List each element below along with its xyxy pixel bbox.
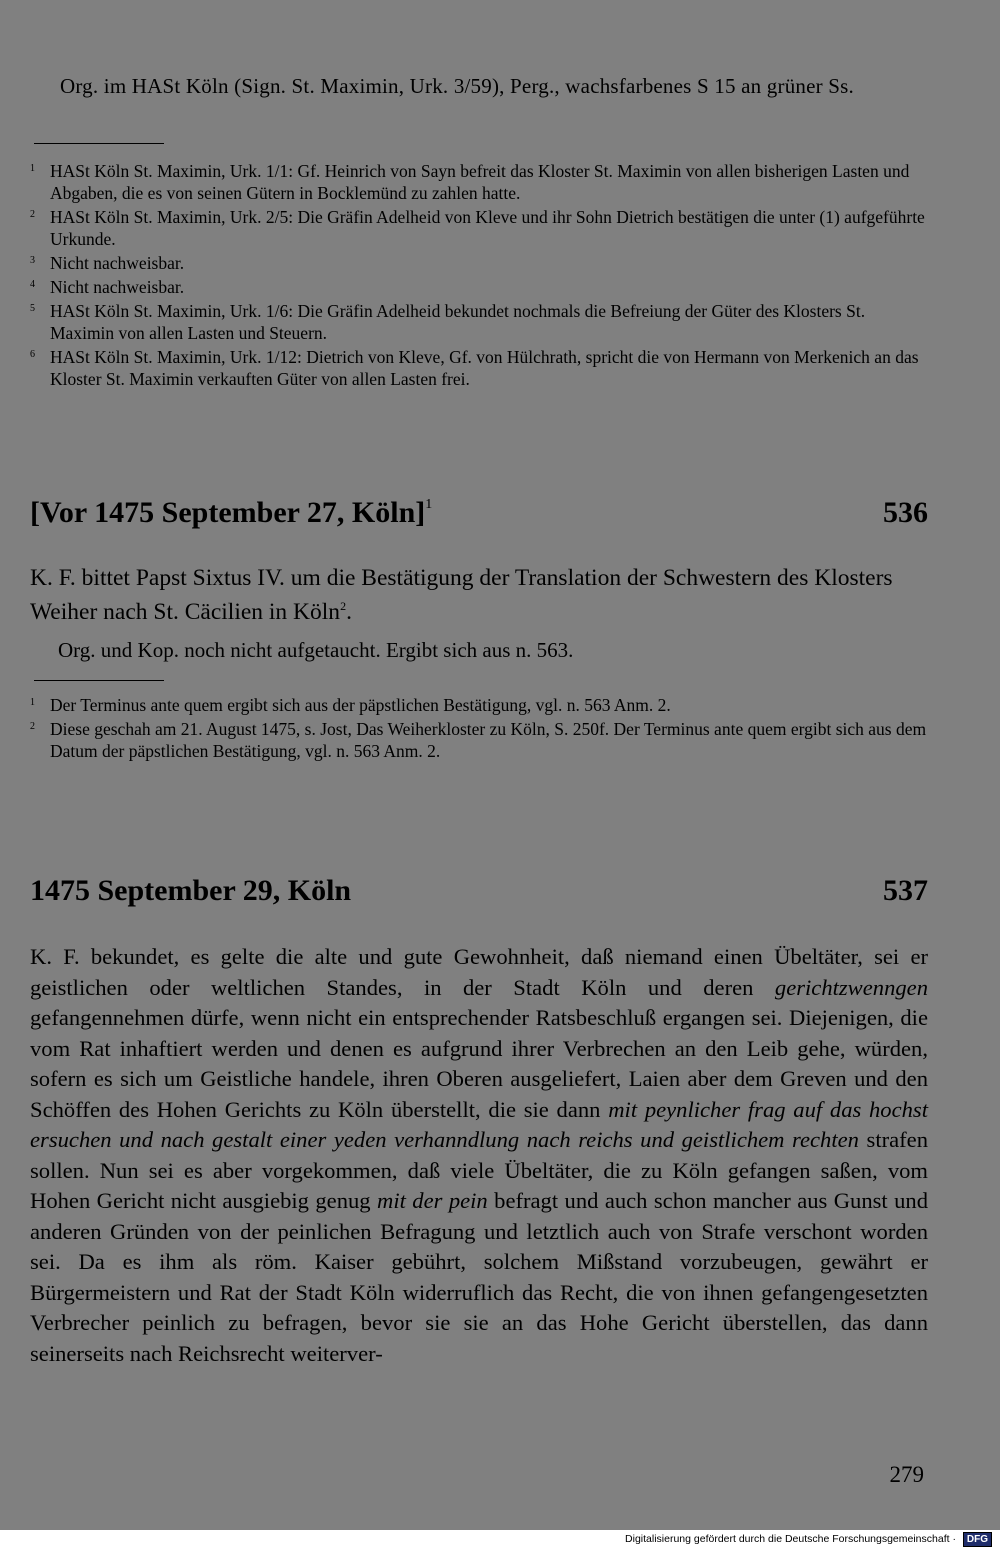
doc-537-date-place: 1475 September 29, Köln xyxy=(30,874,352,907)
digitization-footer: Digitalisierung gefördert durch die Deutsche Forschungsgemeinschaft · DFG xyxy=(0,1530,1000,1548)
doc-537-number: 537 xyxy=(883,874,928,907)
footnote: $^3$ Nicht nachweisbar. xyxy=(30,253,185,273)
footnote: $^1$ HASt Köln St. Maximin, Urk. 1/1: Gf. Heinrich von Sayn befreit das Kloster St. Maximin von allen bisherigen Lasten und Abgaben, die es von seinen Gütern in Bocklemünd zu zahlen hatte. xyxy=(30,161,910,203)
footnote: $^1$ Der Terminus ante quem ergibt sich aus der päpstlichen Bestätigung, vgl. n. 563 Anm. 2. xyxy=(30,695,671,715)
footnotes-top xyxy=(30,158,928,390)
doc-537-heading xyxy=(30,874,928,914)
doc-536-source: Org. und Kop. noch nicht aufgetaucht. Ergibt sich aus n. 563. xyxy=(58,638,574,662)
doc-536-heading xyxy=(30,496,928,536)
footnote: $^4$ Nicht nachweisbar. xyxy=(30,277,185,297)
page-number: 279 xyxy=(889,1462,924,1487)
doc-536-date-place: [Vor 1475 September 27, Köln]$^1$ xyxy=(30,496,433,529)
doc-536-summary: K. F. bittet Papst Sixtus IV. um die Bestätigung der Translation der Schwestern des Klosters Weiher nach St. Cäcilien in Köln$^2$. xyxy=(30,565,893,625)
dfg-logo: DFG xyxy=(963,1532,992,1547)
footnote: $^2$ Diese geschah am 21. August 1475, s. Jost, Das Weiherkloster zu Köln, S. 250f. Der Terminus ante quem ergibt sich aus dem Datum der päpstlichen Bestätigung, vgl. n. 563 Anm. 2. xyxy=(30,719,927,761)
doc-537-summary: K. F. bekundet, es gelte die alte und gute Gewohnheit, daß niemand einen Übeltäter, sei er geistlichen oder weltlichen Standes, in der Stadt Köln und deren gerichtzwenngen gefangennehmen dürfe, wenn nicht ein entsprechender Ratsbeschluß ergangen sei. Diejenigen, die vom Rat inhaftiert werden und denen es aufgrund ihrer Verbrechen an den Leib gehe, würden, sofern es sich um Geistliche handele, ihren Oberen ausgeliefert, Laien aber dem Greven und den Schöffen des Hohen Gerichts zu Köln überstellt, die sie dann mit peynlicher frag auf das hochst ersuchen und nach gestalt einer yeden verhanndlung nach reichs und geistlichem rechten strafen sollen. Nun sei es aber vorgekommen, daß viele Übeltäter, die zu Köln gefangen saßen, vom Hohen Gericht nicht ausgiebig genug mit der pein befragt und auch schon mancher aus Gunst und anderen Gründen von der peinlichen Befragung und letztlich auch von Strafe verschont worden sei. Da es ihm als röm. Kaiser gebührt, solchem Mißstand vorzubeugen, gewährt er Bürgermeistern und Rat der Stadt Köln widerruflich das Recht, die von ihnen gefangengesetzten Verbrecher peinlich zu befragen, bevor sie sie an das Hohe Gericht überstellen, das dann seinerseits nach Reichsrecht weiterver- xyxy=(30,944,929,1366)
footnote: $^2$ HASt Köln St. Maximin, Urk. 2/5: Die Gräfin Adelheid von Kleve und ihr Sohn Dietrich bestätigen die unter (1) aufgeführte Urkunde. xyxy=(30,207,925,249)
doc-537-body xyxy=(30,942,928,1369)
footer-credit: Digitalisierung gefördert durch die Deutsche Forschungsgemeinschaft xyxy=(625,1533,950,1545)
doc-536-number: 536 xyxy=(883,496,928,529)
doc-536-footnotes xyxy=(30,692,928,762)
footnote: $^5$ HASt Köln St. Maximin, Urk. 1/6: Die Gräfin Adelheid bekundet nochmals die Befreiung der Güter des Klosters St. Maximin von allen Lasten und Steuern. xyxy=(30,301,866,343)
footnote: $^6$ HASt Köln St. Maximin, Urk. 1/12: Dietrich von Kleve, Gf. von Hülchrath, spricht die von Hermann von Merkenich an das Kloster St. Maximin verkauften Güter von allen Lasten frei. xyxy=(30,347,919,389)
source-note: Org. im HASt Köln (Sign. St. Maximin, Urk. 3/59), Perg., wachsfarbenes S 15 an grüner Ss. xyxy=(60,74,854,98)
footnote-rule xyxy=(34,143,164,144)
footnote-rule xyxy=(34,680,164,681)
